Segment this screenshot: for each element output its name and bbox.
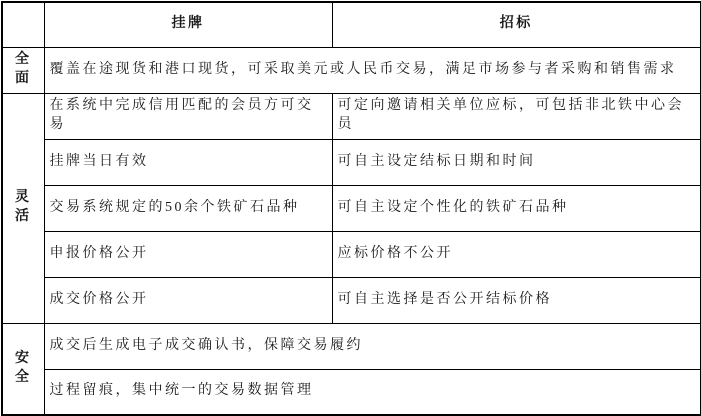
table-row (2, 277, 701, 323)
table-row (2, 369, 701, 415)
header-corner-cell (2, 2, 44, 47)
merged-cell: 成交后生成电子成交确认书，保障交易履约 (44, 323, 701, 369)
listing-cell: 挂牌当日有效 (44, 139, 332, 185)
listing-cell: 申报价格公开 (44, 231, 332, 277)
comparison-table-container (1, 1, 700, 416)
tender-cell: 可定向邀请相关单位应标，可包括非北铁中心会员 (332, 93, 701, 139)
listing-cell: 在系统中完成信用匹配的会员方可交易 (44, 93, 332, 139)
table-row (2, 139, 701, 185)
tender-cell: 可自主设定结标日期和时间 (332, 139, 701, 185)
tender-cell: 可自主设定个性化的铁矿石品种 (332, 185, 701, 231)
header-listing-cell: 挂牌 (44, 2, 332, 47)
table-row (2, 93, 701, 139)
table-row (2, 2, 701, 47)
header-tender-cell: 招标 (332, 2, 701, 47)
listing-cell: 交易系统规定的50余个铁矿石品种 (44, 185, 332, 231)
group-label-comprehensive: 全面 (2, 47, 44, 93)
merged-cell: 覆盖在途现货和港口现货，可采取美元或人民币交易，满足市场参与者采购和销售需求 (44, 47, 701, 93)
listing-cell: 成交价格公开 (44, 277, 332, 323)
table-row (2, 185, 701, 231)
group-label-flexible: 灵活 (2, 93, 44, 323)
group-label-secure: 安全 (2, 323, 44, 415)
comparison-table (1, 1, 701, 416)
tender-cell: 应标价格不公开 (332, 231, 701, 277)
table-row (2, 47, 701, 93)
table-row (2, 323, 701, 369)
table-row (2, 231, 701, 277)
merged-cell: 过程留痕，集中统一的交易数据管理 (44, 369, 701, 415)
tender-cell: 可自主选择是否公开结标价格 (332, 277, 701, 323)
